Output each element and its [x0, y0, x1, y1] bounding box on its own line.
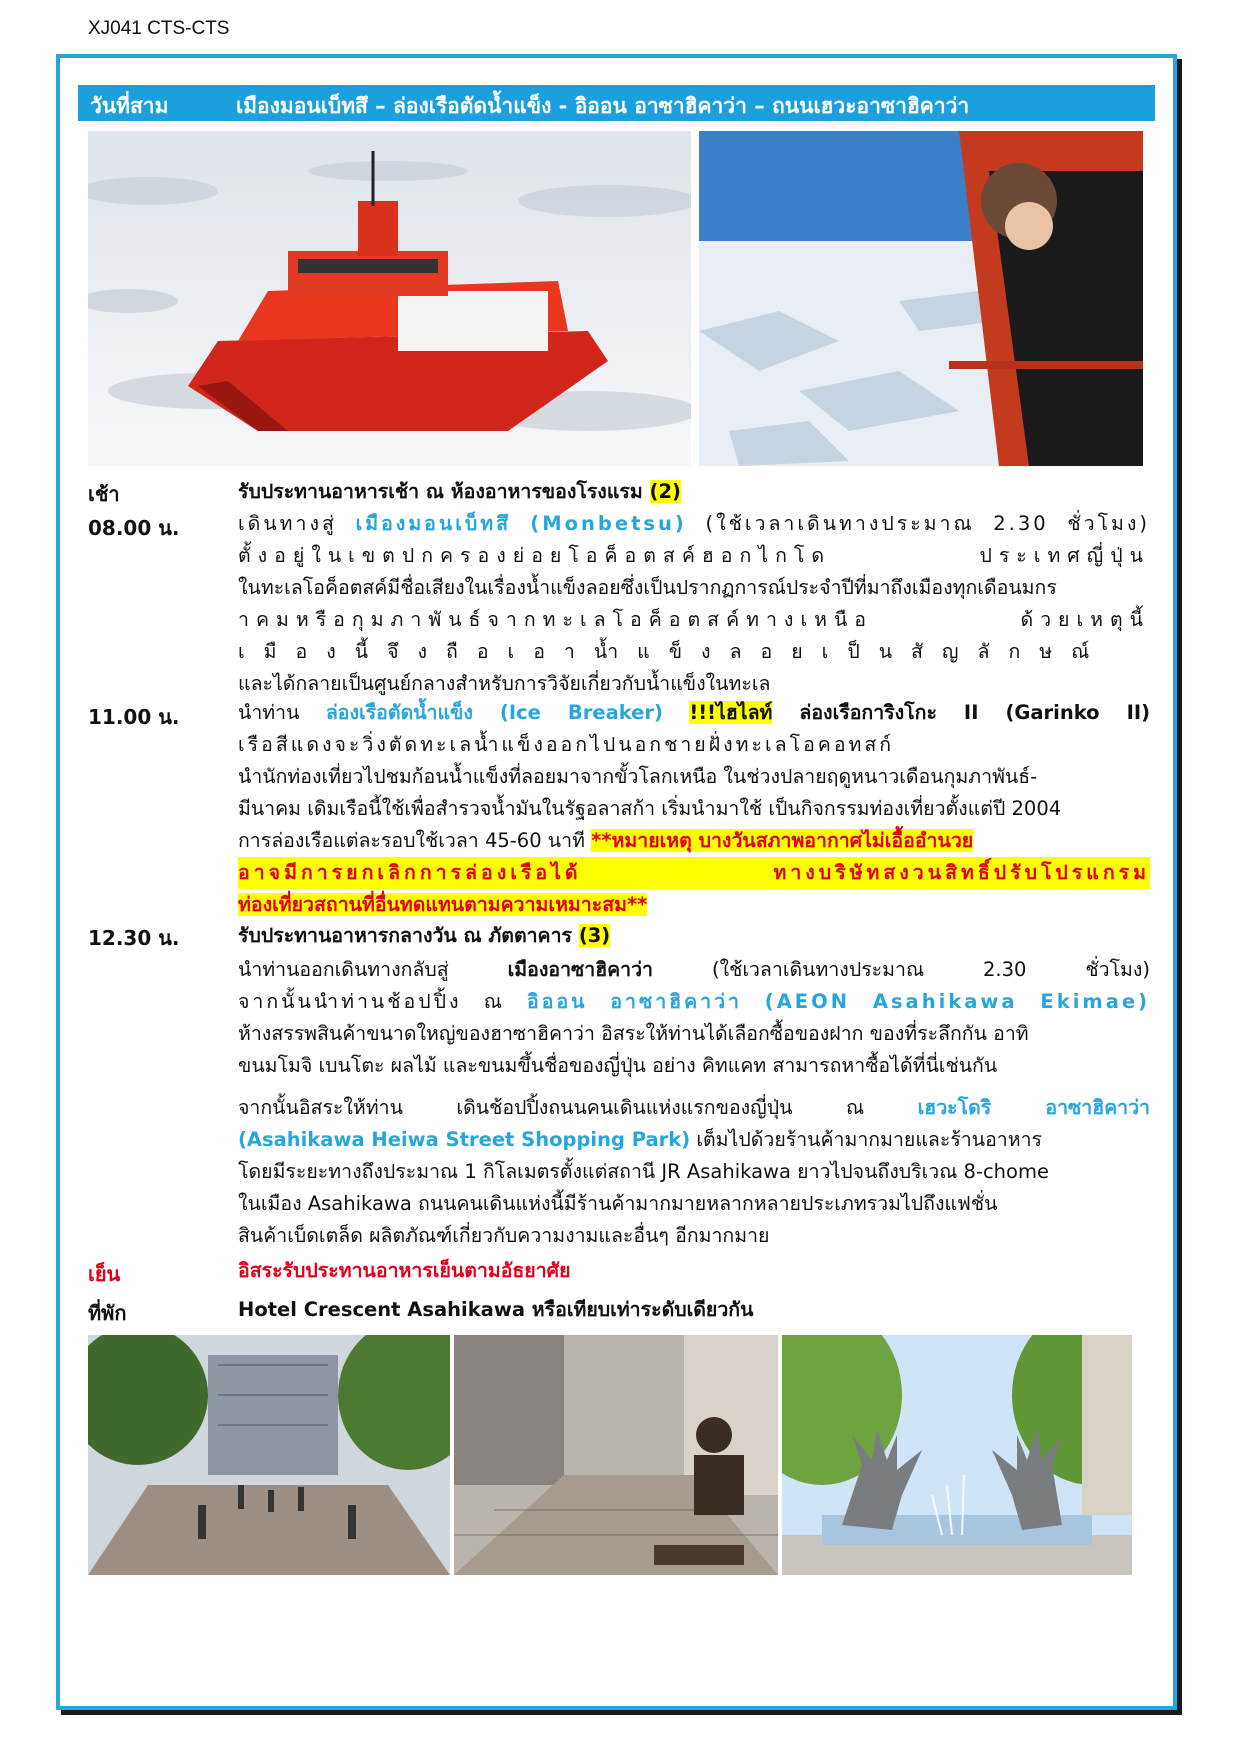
- hotel-suffix: หรือเทียบเท่าระดับเดียวกัน: [525, 1298, 754, 1321]
- t0800-l6: และได้กลายเป็นศูนย์กลางสำหรับการวิจัยเกี่ยวกับน้ำแข็งในทะเล: [238, 672, 771, 695]
- highlight-badge: !!!ไฮไลท์: [689, 701, 773, 724]
- lunch-line: [238, 920, 1150, 952]
- time-1100: 11.00 น.: [88, 705, 180, 729]
- day-route: เมืองมอนเบ็ทสึ – ล่องเรือตัดน้ำแข็ง - อิออน อาซาฮิคาว่า – ถนนเฮวะอาซาฮิคาว่า: [236, 94, 970, 118]
- heiwa-name: เฮวะโดริ อาซาฮิคาว่า: [917, 1096, 1150, 1119]
- lunch-meal-no: (3): [578, 924, 611, 947]
- note-line-2: อาจมีการยกเลิกการล่องเรือได้ ทางบริษัทสงวนสิทธิ์ปรับโปรแกรม: [238, 857, 1150, 889]
- day-header: [78, 85, 1155, 121]
- hotel-name: Hotel Crescent Asahikawa: [238, 1298, 525, 1321]
- breakfast-line: [238, 476, 1150, 508]
- t0800-b: (ใช้เวลาเดินทางประมาณ 2.30 ชั่วโมง): [686, 512, 1150, 535]
- note-line-3: ท่องเที่ยวสถานที่อื่นทดแทนตามความเหมาะสม**: [238, 893, 648, 916]
- t0800-l4: าคมหรือกุมภาพันธ์จากทะเลโอค็อตสค์ทางเหนือ ด้วยเหตุนี้: [238, 608, 1150, 631]
- item-1100: [238, 697, 1150, 921]
- t0800-l3: ในทะเลโอค็อตสค์มีชื่อเสียงในเรื่องน้ำแข็งลอยซึ่งเป็นปรากฏการณ์ประจำปีที่มาถึงเมืองทุกเดือนมกร: [238, 576, 1057, 599]
- saxophone-statue-street-photo: [454, 1335, 778, 1575]
- garinko-text: ล่องเรือการิงโกะ II (Garinko II): [772, 701, 1150, 724]
- document-code: XJ041 CTS-CTS: [88, 18, 230, 39]
- passengers-on-deck-photo: [699, 131, 1143, 466]
- aft-p2b: เต็มไปด้วยร้านค้ามากมายและร้านอาหาร: [690, 1128, 1043, 1151]
- t1100-l2: เรือสีแดงจะวิ่งตัดทะเลน้ำแข็งออกไปนอกชายฝั่งทะเลโอคอทสก์: [238, 733, 895, 756]
- aft-b1: จากนั้นนำท่านช้อปปิ้ง ณ: [238, 990, 528, 1013]
- note-line-1: **หมายเหตุ บางวันสภาพอากาศไม่เอื้ออำนวย: [591, 829, 974, 852]
- item-0800: [238, 508, 1150, 700]
- asahikawa-station-street-photo: [88, 1335, 450, 1575]
- t0800-l2: ตั้งอยู่ในเขตปกครองย่อยโอค็อตสค์ฮอกไกโด ประเทศญี่ปุ่น: [238, 544, 1150, 567]
- aft-a2: (ใช้เวลาเดินทางประมาณ 2.30 ชั่วโมง): [653, 958, 1150, 981]
- t1100-l3: นำนักท่องเที่ยวไปชมก้อนน้ำแข็งที่ลอยมาจากขั้วโลกเหนือ ในช่วงปลายฤดูหนาวเดือนกุมภาพันธ์-: [238, 765, 1038, 788]
- aft-p2c: โดยมีระยะทางถึงประมาณ 1 กิโลเมตรตั้งแต่สถานี JR Asahikawa ยาวไปจนถึงบริเวณ 8-chome: [238, 1160, 1049, 1183]
- aft-l3: ห้างสรรพสินค้าขนาดใหญ่ของฮาซาฮิคาว่า อิสระให้ท่านได้เลือกซื้อของฝาก ของที่ระลึกกัน อาทิ: [238, 1022, 1029, 1045]
- breakfast-meal-no: (2): [649, 480, 681, 503]
- hands-sculpture-fountain-photo: [782, 1335, 1132, 1575]
- day-label: วันที่สาม: [90, 94, 169, 118]
- heiwa-en: (Asahikawa Heiwa Street Shopping Park): [238, 1128, 691, 1151]
- dinner-label: เย็น: [88, 1262, 121, 1286]
- t1100-l5a: การล่องเรือแต่ละรอบใช้เวลา 45-60 นาที: [238, 829, 592, 852]
- asahikawa-city: เมืองอาซาฮิคาว่า: [507, 958, 654, 981]
- time-0800: 08.00 น.: [88, 516, 180, 540]
- time-1230: 12.30 น.: [88, 926, 180, 950]
- hotel-line: [238, 1294, 1150, 1326]
- lunch-text: รับประทานอาหารกลางวัน ณ ภัตตาคาร: [238, 924, 573, 947]
- icebreaker-text: ล่องเรือตัดน้ำแข็ง (Ice Breaker): [325, 701, 663, 724]
- aeon-text: อิออน อาซาฮิคาว่า (AEON Asahikawa Ekimae): [527, 990, 1150, 1013]
- monbetsu-place: เมืองมอนเบ็ทสึ (Monbetsu): [355, 512, 687, 535]
- t1100-a: นำท่าน: [238, 701, 326, 724]
- t1100-l4: มีนาคม เดิมเรือนี้ใช้เพื่อสำรวจน้ำมันในรัฐอลาสก้า เริ่มนำมาใช้ เป็นกิจกรรมท่องเที่ยวตั้งแต่ปี 2004: [238, 797, 1062, 820]
- afternoon-block: [238, 954, 1150, 1252]
- icebreaker-ship-photo: [88, 131, 691, 466]
- breakfast-label: เช้า: [88, 482, 120, 506]
- dinner-text: อิสระรับประทานอาหารเย็นตามอัธยาศัย: [238, 1259, 571, 1282]
- t0800-a: เดินทางสู่: [238, 512, 356, 535]
- aft-p2e: สินค้าเบ็ดเตล็ด ผลิตภัณฑ์เกี่ยวกับความงามและอื่นๆ อีกมากมาย: [238, 1224, 770, 1247]
- aft-p2d: ในเมือง Asahikawa ถนนคนเดินแห่งนี้มีร้านค้ามากมายหลากหลายประเภทรวมไปถึงแฟชั่น: [238, 1192, 998, 1215]
- breakfast-text: รับประทานอาหารเช้า ณ ห้องอาหารของโรงแรม: [238, 480, 643, 503]
- hotel-label: ที่พัก: [88, 1301, 127, 1325]
- aft-p2a: จากนั้นอิสระให้ท่าน เดินช้อปปิ้งถนนคนเดินแห่งแรกของญี่ปุ่น ณ: [238, 1096, 918, 1119]
- aft-a1: นำท่านออกเดินทางกลับสู่: [238, 958, 508, 981]
- aft-l4: ขนมโมจิ เบนโตะ ผลไม้ และขนมขึ้นชื่อของญี่ปุ่น อย่าง คิทแคท สามารถหาซื้อได้ที่นี่เช่นกัน: [238, 1054, 998, 1077]
- t0800-l5: เมืองนี้จึงถือเอาน้ำแข็งลอยเป็นสัญลักษณ์: [238, 640, 1109, 663]
